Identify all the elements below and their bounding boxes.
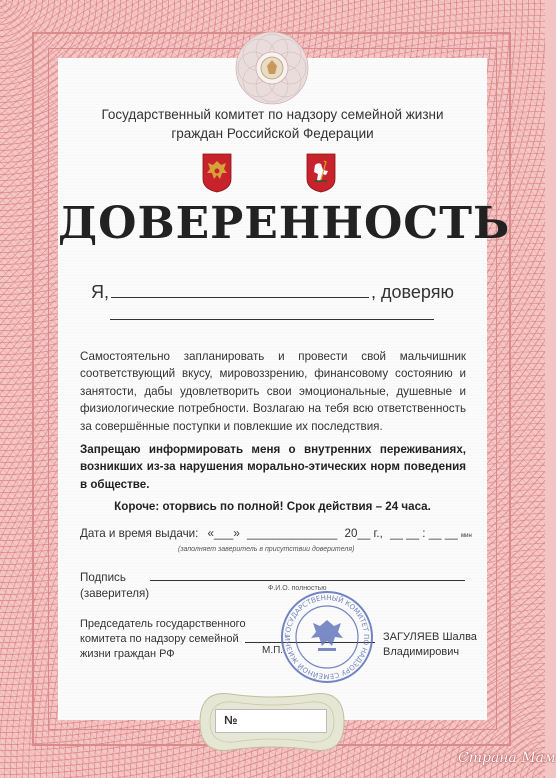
seal-place-label: М.П. <box>262 645 284 656</box>
issuer-heading <box>58 105 487 143</box>
grantee-name-field[interactable] <box>110 319 434 320</box>
signature-label-line-1: Подпись <box>80 571 126 584</box>
issue-date-caption: (заполняет заверитель в присутствии доверителя) <box>178 546 355 553</box>
issue-day-field[interactable]: «___» <box>207 527 240 540</box>
signature-caption: Ф.И.О. полностью <box>268 585 327 592</box>
chairman-name-line-1: ЗАГУЛЯЕВ Шалва <box>383 631 477 643</box>
issuer-line-1: Государственный комитет по надзору семейной жизни <box>101 107 444 122</box>
signature-label <box>80 570 149 602</box>
signature-field[interactable] <box>150 580 465 581</box>
authorization-text: Самостоятельно запланировать и провести свой мальчишник соответствующий вкусу, мировоззрению, финансовому состоянию и занятости, дабы удовлетворить свои эмоциональные, душевные и физиологические потребности. Возлагаю на тебя всю ответственность за совершённые поступки и повлекшие их последствия. <box>80 350 466 433</box>
issue-time-field[interactable]: __ __ : __ __ <box>390 527 458 540</box>
number-label: № <box>224 713 238 727</box>
rosette-seal-icon <box>234 30 310 106</box>
chairman-title: Председатель государственного комитета по надзору семейной жизни граждан РФ <box>80 618 246 660</box>
official-stamp-icon <box>280 590 374 684</box>
site-watermark: Страна Мам <box>458 750 556 766</box>
grant-suffix: , доверяю <box>371 282 454 302</box>
issue-time-unit: мин <box>461 533 472 539</box>
issue-date-row <box>80 527 480 540</box>
moscow-coat-of-arms-icon <box>306 153 336 193</box>
signature-label-line-2: (заверителя) <box>80 587 150 600</box>
chairman-name <box>383 630 483 660</box>
prohibition-text: Запрещаю информировать меня о внутренних переживаниях, возникших из-за нарушения морально-этических норм поведения в обществе. <box>80 443 466 491</box>
russian-coat-of-arms-icon <box>202 153 232 193</box>
chairman-name-line-2: Владимирович <box>383 646 460 658</box>
stamp-text: ГОСУДАРСТВЕННЫЙ КОМИТЕТ ПО НАДЗОРУ СЕМЕЙНОЙ ЖИЗНИ <box>283 593 371 681</box>
document-title: ДОВЕРЕННОСТЬ <box>58 198 511 249</box>
issue-month-field[interactable]: ______________ <box>247 527 338 540</box>
issuer-line-2: граждан Российской Федерации <box>171 126 374 141</box>
summary-text: Короче: оторвись по полной! Срок действия – 24 часа. <box>114 500 431 513</box>
grant-prefix: Я, <box>91 282 110 302</box>
grantor-name-field[interactable] <box>111 283 369 298</box>
issue-year-field[interactable]: 20__ г., <box>344 527 383 540</box>
grant-line <box>58 282 487 303</box>
issue-date-label: Дата и время выдачи: <box>80 527 199 540</box>
